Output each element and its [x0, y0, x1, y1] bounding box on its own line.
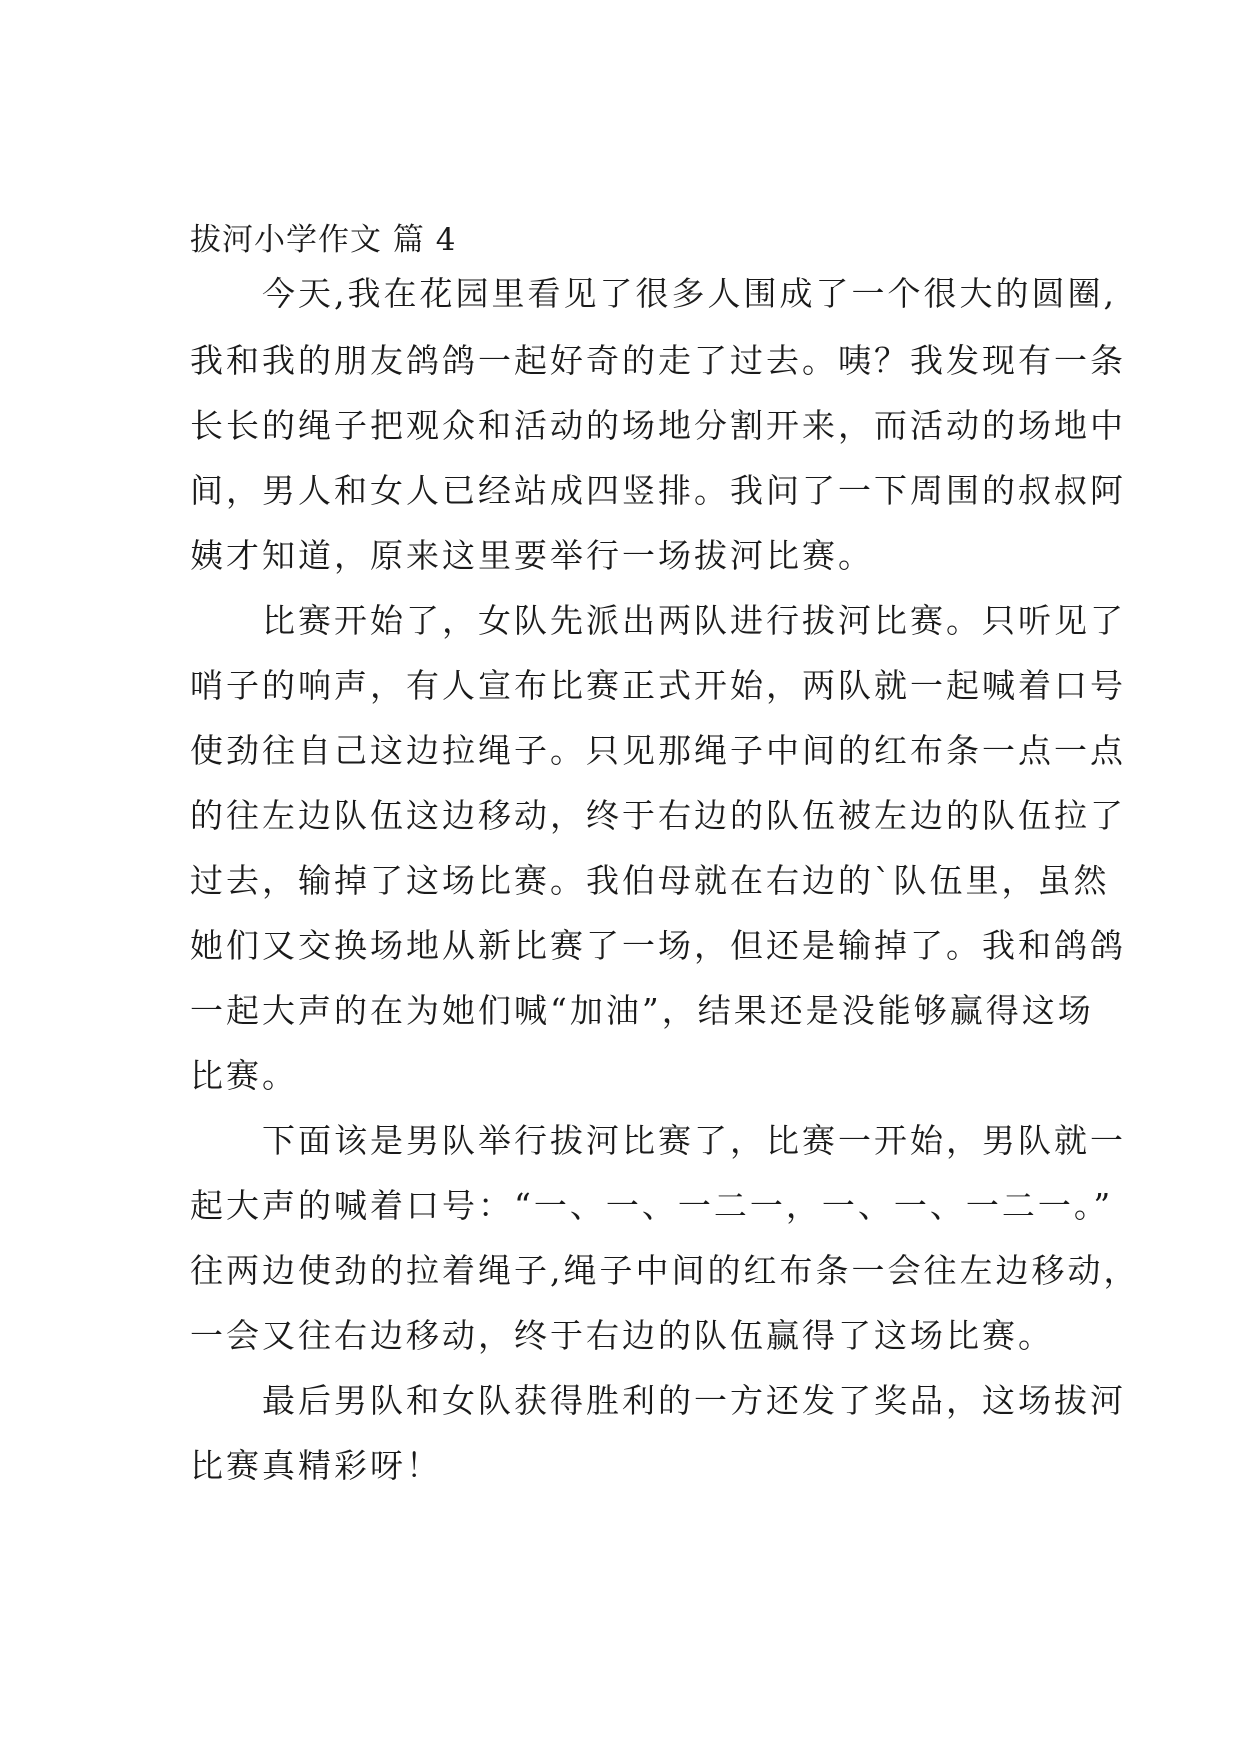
- paragraph-4: [190, 1368, 1126, 1498]
- text-line: 比赛开始了，女队先派出两队进行拔河比赛。只听见了: [190, 601, 1126, 640]
- text-line: 下面该是男队举行拔河比赛了，比赛一开始，男队就一: [190, 1121, 1126, 1160]
- text-line: 今天,我在花园里看见了很多人围成了一个很大的圆圈,: [190, 274, 1117, 313]
- essay-title: 拔河小学作文 篇 4: [190, 222, 457, 258]
- text-line: 过去，输掉了这场比赛。我伯母就在右边的`队伍里，虽然: [190, 861, 1110, 900]
- text-line: 姨才知道，原来这里要举行一场拔河比赛。: [190, 536, 874, 575]
- paragraph-3: [190, 1108, 1140, 1368]
- text-line: 一会又往右边移动，终于右边的队伍赢得了这场比赛。: [190, 1316, 1054, 1355]
- text-line: 的往左边队伍这边移动，终于右边的队伍被左边的队伍拉了: [190, 796, 1126, 835]
- text-line: 起大声的喊着口号：“一、一、一二一，一、一、一二一。”: [190, 1186, 1114, 1225]
- text-line: 一起大声的在为她们喊“加油”，结果还是没能够赢得这场: [190, 991, 1094, 1030]
- paragraph-2: [190, 588, 1126, 1108]
- text-line: 我和我的朋友鸽鸽一起好奇的走了过去。咦？我发现有一条: [190, 341, 1126, 380]
- paragraph-1: [190, 261, 1126, 588]
- essay-body: [190, 219, 1140, 1498]
- text-line: 往两边使劲的拉着绳子,绳子中间的红布条一会往左边移动，: [190, 1251, 1140, 1290]
- text-line: 长长的绳子把观众和活动的场地分割开来，而活动的场地中: [190, 406, 1126, 445]
- text-line: 间，男人和女人已经站成四竖排。我问了一下周围的叔叔阿: [190, 471, 1126, 510]
- text-line: 她们又交换场地从新比赛了一场，但还是输掉了。我和鸽鸽: [190, 926, 1126, 965]
- text-line: 最后男队和女队获得胜利的一方还发了奖品，这场拔河: [190, 1381, 1126, 1420]
- text-line: 哨子的响声，有人宣布比赛正式开始，两队就一起喊着口号: [190, 666, 1126, 705]
- text-line: 比赛。: [190, 1056, 298, 1095]
- text-line: 使劲往自己这边拉绳子。只见那绳子中间的红布条一点一点: [190, 731, 1126, 770]
- text-line: 比赛真精彩呀！: [190, 1446, 442, 1485]
